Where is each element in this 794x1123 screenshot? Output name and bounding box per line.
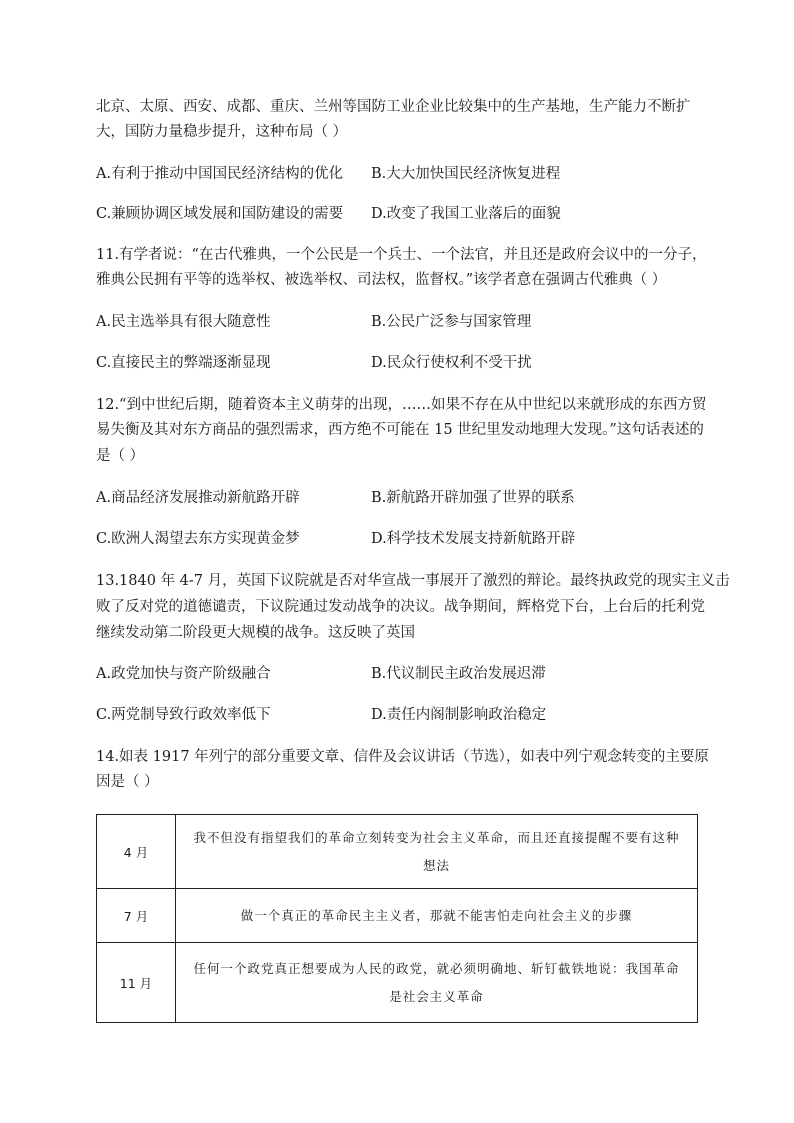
table-cell-month: 4 月 bbox=[97, 815, 176, 889]
q11-stem-line2: 雅典公民拥有平等的选举权、被选举权、司法权，监督权。”该学者意在强调古代雅典（ ） bbox=[96, 272, 667, 288]
q11-option-a: A.民主选举具有很大随意性 bbox=[96, 314, 271, 330]
q11-option-c: C.直接民主的弊端逐渐显现 bbox=[96, 355, 271, 371]
q13-option-a: A.政党加快与资产阶级融合 bbox=[96, 666, 271, 682]
q12-option-d: D.科学技术发展支持新航路开辟 bbox=[371, 531, 576, 547]
q12-option-b: B.新航路开辟加强了世界的联系 bbox=[371, 490, 575, 506]
q12-stem-line2: 易失衡及其对东方商品的强烈需求，西方绝不可能在 15 世纪里发动地理大发现。”这句话表述的 bbox=[96, 422, 704, 438]
q10-option-c: C.兼顾协调区域发展和国防建设的需要 bbox=[96, 206, 344, 222]
lenin-quotes-table bbox=[96, 814, 698, 1023]
table-row bbox=[97, 815, 698, 889]
q13-stem-line2: 败了反对党的道德谴责，下议院通过发动战争的决议。战争期间，辉格党下台，上台后的托利党 bbox=[96, 599, 705, 615]
table-row bbox=[97, 889, 698, 943]
q13-option-d: D.责任内阁制影响政治稳定 bbox=[371, 707, 547, 723]
q13-option-b: B.代议制民主政治发展迟滞 bbox=[371, 666, 546, 682]
table-cell-quote bbox=[176, 889, 698, 943]
q10-stem-line1: 北京、太原、西安、成都、重庆、兰州等国防工业企业比较集中的生产基地，生产能力不断扩 bbox=[96, 99, 691, 115]
quote-line: 我不但没有指望我们的革命立刻转变为社会主义革命，而且还直接提醒不要有这种 bbox=[193, 829, 680, 845]
table-row bbox=[97, 943, 698, 1023]
q10-stem-line2: 大，国防力量稳步提升，这种布局（ ） bbox=[96, 124, 348, 140]
q11-stem-line1: 11.有学者说：“在古代雅典，一个公民是一个兵士、一个法官，并且还是政府会议中的一分子， bbox=[96, 247, 707, 263]
q14-stem-line1: 14.如表 1917 年列宁的部分重要文章、信件及会议讲话（节选），如表中列宁观念转变的主要原 bbox=[96, 749, 709, 765]
quote-line: 是社会主义革命 bbox=[389, 988, 484, 1004]
quote-line: 任何一个政党真正想要成为人民的政党，就必须明确地、斩钉截铁地说：我国革命 bbox=[193, 960, 680, 976]
quote-line: 想法 bbox=[422, 857, 450, 873]
q10-option-b: B.大大加快国民经济恢复进程 bbox=[371, 166, 561, 182]
table-cell-month: 11 月 bbox=[97, 943, 176, 1023]
table-cell-quote bbox=[176, 815, 698, 889]
q12-option-c: C.欧洲人渴望去东方实现黄金梦 bbox=[96, 531, 300, 547]
q11-option-d: D.民众行使权利不受干扰 bbox=[371, 355, 532, 371]
q13-stem-line1: 13.1840 年 4-7 月，英国下议院就是否对华宣战一事展开了激烈的辩论。最终执政党的现实主义击 bbox=[96, 573, 730, 589]
q11-option-b: B.公民广泛参与国家管理 bbox=[371, 314, 532, 330]
q13-stem-line3: 继续发动第二阶段更大规模的战争。这反映了英国 bbox=[96, 625, 415, 641]
q12-stem-line1: 12.“到中世纪后期，随着资本主义萌芽的出现，……如果不存在从中世纪以来就形成的东西方贸 bbox=[96, 397, 707, 413]
q10-option-d: D.改变了我国工业落后的面貌 bbox=[371, 206, 561, 222]
table-cell-month: 7 月 bbox=[97, 889, 176, 943]
table-cell-quote bbox=[176, 943, 698, 1023]
q13-option-c: C.两党制导致行政效率低下 bbox=[96, 707, 271, 723]
q12-stem-line3: 是（ ） bbox=[96, 448, 145, 464]
q12-option-a: A.商品经济发展推动新航路开辟 bbox=[96, 490, 300, 506]
q10-option-a: A.有利于推动中国国民经济结构的优化 bbox=[96, 166, 344, 182]
quote-line: 做一个真正的革命民主主义者，那就不能害怕走向社会主义的步骤 bbox=[240, 907, 633, 923]
q14-stem-line2: 因是（ ） bbox=[96, 774, 159, 790]
